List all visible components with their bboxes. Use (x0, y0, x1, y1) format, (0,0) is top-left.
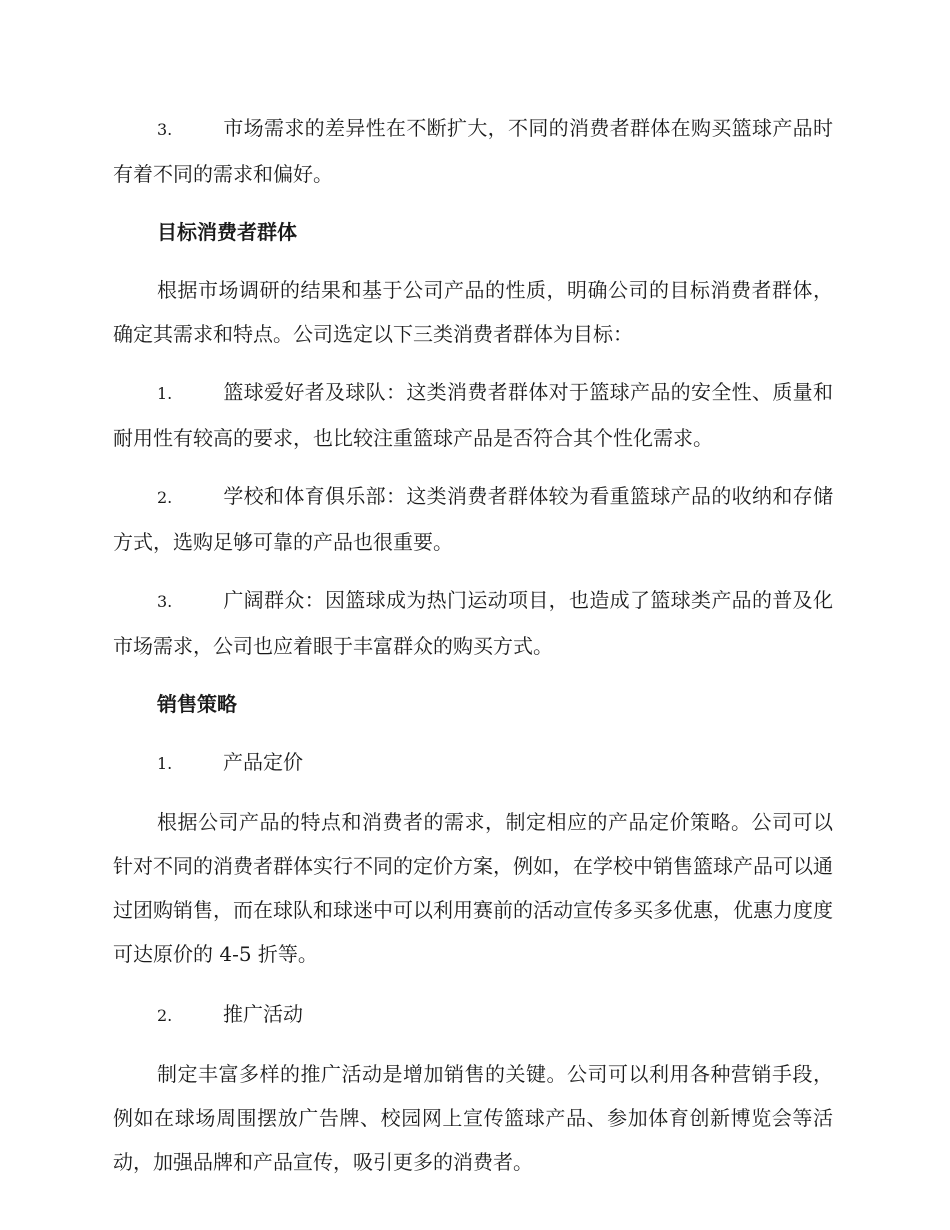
list-number: 1. (157, 384, 173, 403)
subheading-promotion (113, 992, 833, 1038)
list-number: 1. (157, 754, 173, 773)
document-page (113, 106, 833, 1184)
list-number: 3. (157, 592, 173, 611)
list-item-text: 广阔群众：因篮球成为热门运动项目，也造成了篮球类产品的普及化市场需求，公司也应着眼于丰富群众的购买方式。 (113, 588, 833, 658)
pricing-paragraph: 根据公司产品的特点和消费者的需求，制定相应的产品定价策略。公司可以针对不同的消费者群体实行不同的定价方案，例如，在学校中销售篮球产品可以通过团购销售，而在球队和球迷中可以利用赛前的活动宣传多买多优惠，优惠力度度可达原价的 4-5 折等。 (113, 810, 833, 966)
promotion-paragraph: 制定丰富多样的推广活动是增加销售的关键。公司可以利用各种营销手段，例如在球场周围摆放广告牌、校园网上宣传篮球产品、参加体育创新博览会等活动，加强品牌和产品宣传，吸引更多的消费者。 (113, 1062, 833, 1174)
list-item-text: 市场需求的差异性在不断扩大，不同的消费者群体在购买篮球产品时有着不同的需求和偏好。 (113, 116, 833, 186)
list-number: 2. (157, 488, 173, 507)
subheading-text: 推广活动 (223, 1002, 303, 1026)
subheading-product-pricing (113, 740, 833, 786)
list-number: 3. (157, 120, 173, 139)
list-item-schools-clubs (113, 474, 833, 564)
list-item-demand-difference (113, 106, 833, 196)
list-number: 2. (157, 1006, 173, 1025)
list-item-text: 学校和体育俱乐部：这类消费者群体较为看重篮球产品的收纳和存储方式，选购足够可靠的产品也很重要。 (113, 484, 833, 554)
section-heading-sales-strategy: 销售策略 (157, 692, 237, 716)
section-heading-target-consumers: 目标消费者群体 (157, 220, 297, 244)
list-item-text: 篮球爱好者及球队：这类消费者群体对于篮球产品的安全性、质量和耐用性有较高的要求，也比较注重篮球产品是否符合其个性化需求。 (113, 380, 833, 450)
subheading-text: 产品定价 (223, 750, 303, 774)
target-consumers-paragraph: 根据市场调研的结果和基于公司产品的性质，明确公司的目标消费者群体，确定其需求和特点。公司选定以下三类消费者群体为目标： (113, 278, 833, 346)
list-item-basketball-fans (113, 370, 833, 460)
list-item-general-public (113, 578, 833, 668)
